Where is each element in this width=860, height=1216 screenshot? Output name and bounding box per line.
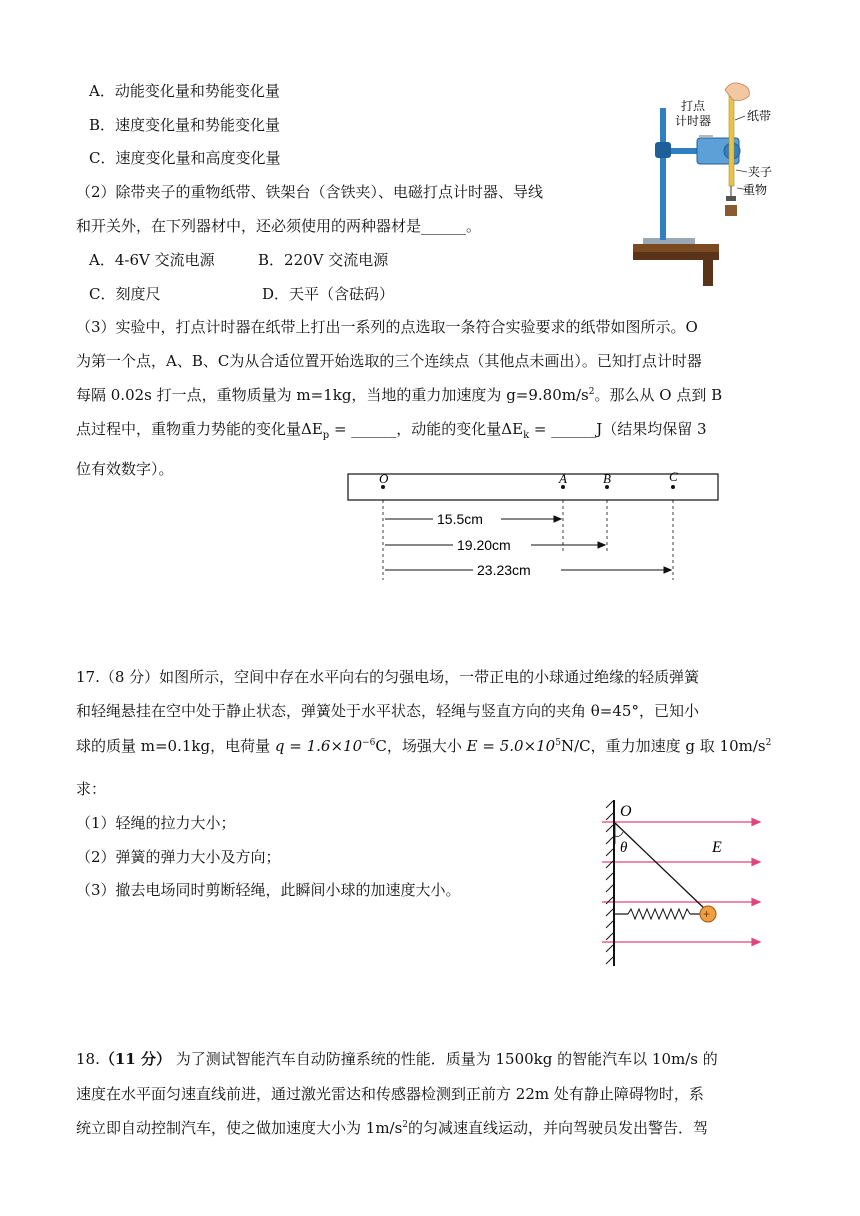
delta-ep-label: 点过程中，重物重力势能的变化量ΔE [76,420,323,438]
tape-label-c: C [669,469,678,484]
label-weight: 重物 [743,183,768,197]
superscript: 2 [765,738,772,748]
stand-base [643,238,695,244]
q18-line2: 速度在水平面匀速直线前进，通过激光雷达和传感器检测到正前方 22m 处有静止障碍物时，系 [76,1085,704,1103]
weight-icon [725,205,737,216]
apparatus-figure [625,78,785,290]
q17-line1: 17.（8 分）如图所示，空间中存在水平向右的匀强电场，一带正电的小球通过绝缘的轻质弹簧 [76,668,700,686]
q16-part2-line2: 和开关外，在下列器材中，还必须使用的两种器材是______。 [76,217,482,235]
q16-part2-line1: （2）除带夹子的重物纸带、铁架台（含铁夹）、电磁打点计时器、导线 [76,183,544,201]
label-theta: θ [620,840,628,856]
q17-mass-text: 球的质量 m=0.1kg，电荷量 [76,737,271,755]
label-timer-1: 打点 [681,99,706,113]
arrowhead-b [598,542,605,548]
q18-line1-text: 为了测试智能汽车自动防撞系统的性能．质量为 1500kg 的智能汽车以 10m/s 的 [170,1050,718,1068]
label-tape: 纸带 [747,109,772,123]
label-o: O [620,803,632,820]
option-c-ruler: C．刻度尺 [89,285,161,303]
tape-point-c [671,485,675,489]
q16-part3-line1: （3）实验中，打点计时器在纸带上打出一系列的点选取一条符合实验要求的纸带如图所示。O [76,318,698,336]
spring-coil [628,909,690,919]
option-b-velocity-potential: B．速度变化量和势能变化量 [89,116,281,134]
arrowhead-a [554,516,561,522]
leader-clip [736,170,747,172]
label-timer-2: 计时器 [675,114,712,128]
q17-line4: 求： [76,780,107,798]
light-string [615,823,707,911]
field-arrow-1 [752,819,760,826]
field-unit: N/C，重力加速度 g 取 10m/s [560,737,766,755]
q16-part3-line5: 位有效数字）。 [76,460,174,478]
dist-oa: 15.5cm [437,511,483,527]
field-expression: E = 5.0×10 [466,737,556,755]
field-arrow-4 [752,939,760,946]
q17-sub1: （1）轻绳的拉力大小； [76,814,236,832]
q17-line2: 和轻绳悬挂在空中处于静止状态，弹簧处于水平状态，轻绳与竖直方向的夹角 θ=45°，已知小 [76,702,699,720]
subscript-p: p [322,430,330,441]
wall-hatching [606,801,613,964]
q17-line3 [76,736,771,756]
angle-arc [615,832,623,837]
q18-number: 18. [76,1050,100,1068]
delta-ek-label: = ______，动能的变化量ΔE [329,420,524,438]
hand-icon [725,83,749,101]
option-d-balance: D．天平（含砝码） [262,285,395,303]
charge-expression: q = 1.6×10 [274,737,363,755]
electric-field-figure [596,796,766,971]
q18-line3-tail: 的匀减速直线运动，并向驾驶员发出警告．驾 [408,1119,709,1137]
paper-tape [729,86,734,186]
paper-tape-figure [345,468,725,583]
q16-part3-line4-tail: = ______J（结果均保留 3 [529,420,707,438]
tape-label-a: A [559,471,567,486]
q18-line3-text: 统立即自动控制汽车，使之做加速度大小为 1m/s [76,1119,403,1137]
q16-part3-line4 [76,419,707,439]
superscript: 2 [588,387,595,397]
clip-icon [726,196,736,201]
superscript: 2 [402,1120,409,1130]
q16-part3-line3-tail: 。那么从 O 点到 B [594,386,723,404]
table-top [633,244,719,252]
leader-tape [735,116,745,120]
q16-part3-line3-text: 每隔 0.02s 打一点，重物质量为 m=1kg，当地的重力加速度为 g=9.80m/s [76,386,589,404]
tape-label-b: B [603,471,611,486]
dist-oc: 23.23cm [477,562,531,578]
q18-score: （11 分） [99,1050,171,1068]
field-arrow-2 [752,859,760,866]
q18-line3 [76,1118,708,1138]
label-e: E [712,839,722,856]
field-exponent: 5 [555,738,561,748]
clamp-knob [655,142,671,158]
q16-part3-line2: 为第一个点，A、B、C为从合适位置开始选取的三个连续点（其他点未画出）。已知打点计时器 [76,352,702,370]
charge-unit: C，场强大小 [375,737,462,755]
label-clip: 夹子 [748,165,773,179]
charge-exponent: −6 [362,738,376,748]
arrowhead-c [664,567,671,573]
charge-sign-icon: + [703,907,711,921]
option-c-velocity-height: C．速度变化量和高度变化量 [89,149,281,167]
tape-label-o: O [379,471,389,486]
dist-ob: 19.20cm [457,537,511,553]
option-b-ac-220: B．220V 交流电源 [258,251,389,269]
tape-strip [348,474,718,500]
q16-part3-line3 [76,385,722,405]
q18-line1 [76,1049,718,1069]
stand-rod [660,108,666,240]
subscript-k: k [523,430,530,441]
option-a-energy: A．动能变化量和势能变化量 [89,82,280,100]
table-leg [703,252,713,286]
field-arrow-3 [752,899,760,906]
q17-sub2: （2）弹簧的弹力大小及方向； [76,848,281,866]
q17-sub3: （3）撤去电场同时剪断轻绳，此瞬间小球的加速度大小。 [76,881,461,899]
option-a-ac-low: A．4-6V 交流电源 [89,251,215,269]
